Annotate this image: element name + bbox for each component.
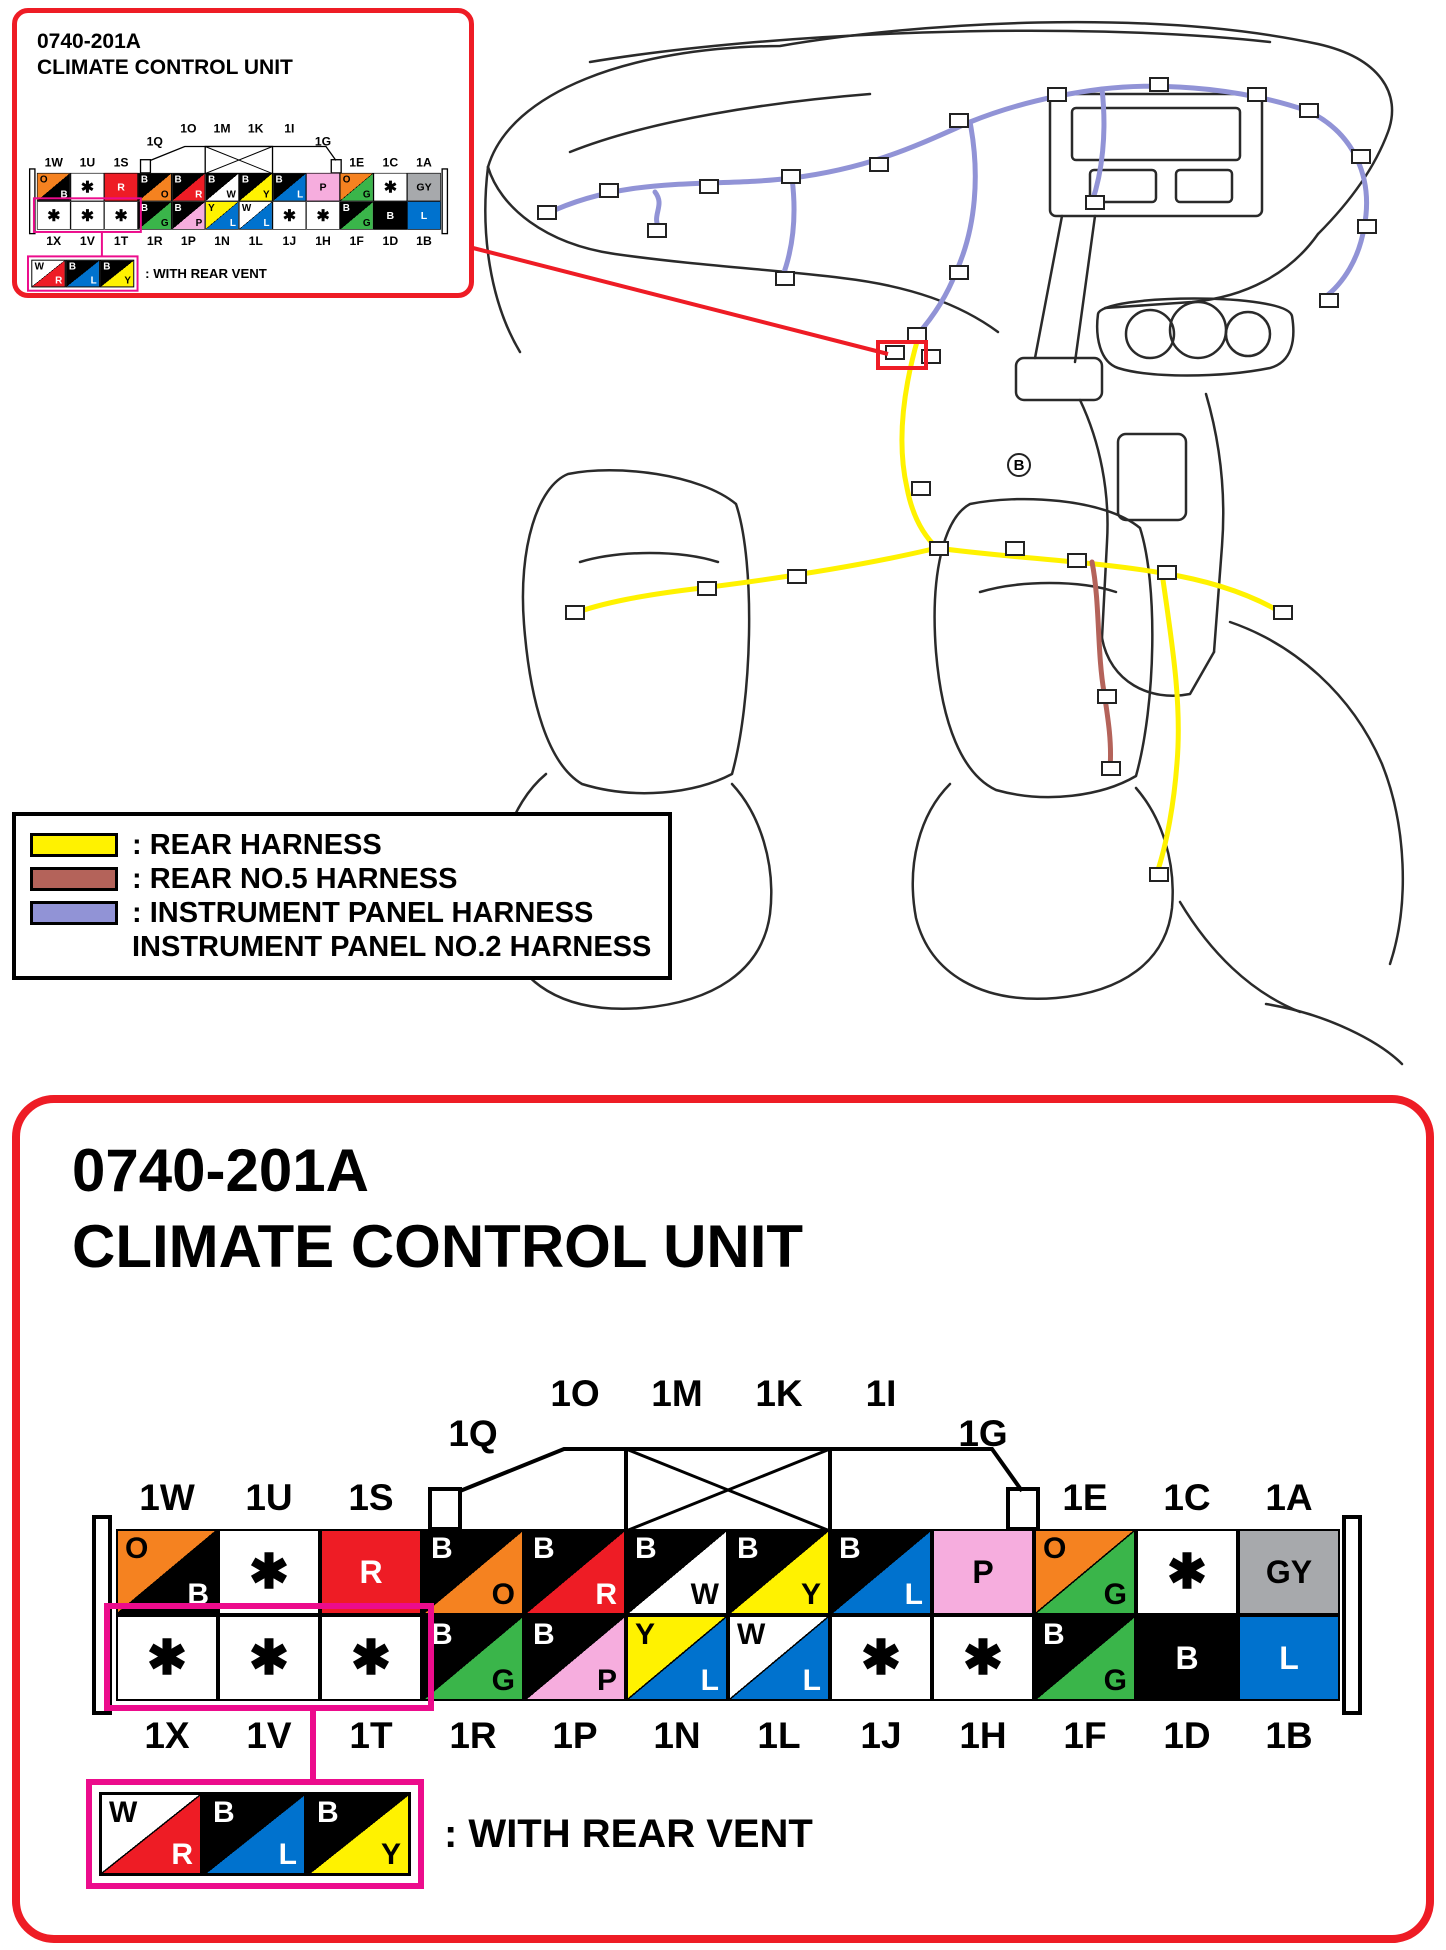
wire-code: W <box>34 261 44 272</box>
dashboard-outline <box>488 22 1392 234</box>
pin-label-1D: 1D <box>1163 1715 1211 1756</box>
wire-code: ✱ <box>860 1632 902 1685</box>
pin-cell-1L <box>728 1615 830 1701</box>
wire-code: P <box>596 1664 617 1697</box>
pin-label-1I: 1I <box>284 121 295 135</box>
pin-label-1I: 1I <box>865 1373 897 1414</box>
pin-cell-RV3 <box>100 260 134 288</box>
wire-code: B <box>1175 1639 1199 1676</box>
pin-cell-1O <box>172 173 206 201</box>
pin-cell-1L <box>239 201 273 229</box>
pin-cell-1W <box>37 173 71 201</box>
wire-code: B <box>839 1532 861 1565</box>
pin-label-1T: 1T <box>349 1715 393 1756</box>
pin-label-1G: 1G <box>958 1413 1008 1454</box>
wire-code: B <box>213 1796 235 1829</box>
pin-cell-1P <box>172 201 206 229</box>
pin-cell-1S <box>104 173 138 201</box>
legend-swatch-instrument-panel-harness <box>30 901 118 925</box>
pin-cell-1M <box>626 1529 728 1615</box>
wire-code: W <box>241 202 252 214</box>
wire-code: L <box>278 1838 297 1871</box>
pin-cell-1O <box>524 1529 626 1615</box>
pin-label-1V: 1V <box>246 1715 292 1756</box>
wire-code: B <box>431 1618 453 1651</box>
pin-label-1W: 1W <box>139 1477 195 1518</box>
connector-diagram <box>86 1299 1386 1899</box>
wire-code: ✱ <box>248 1546 290 1599</box>
pin-label-1L: 1L <box>248 234 263 248</box>
pin-cell-1D <box>374 201 408 229</box>
pin-cell-1J <box>830 1615 932 1701</box>
pin-cell-1E <box>340 173 374 201</box>
rear-vent-cells-box <box>86 1779 424 1889</box>
legend-label-instrument-panel-harness: : INSTRUMENT PANEL HARNESS <box>132 896 594 929</box>
connector-end-right <box>441 168 448 234</box>
wire-code: B <box>533 1532 555 1565</box>
wire-code: G <box>491 1664 515 1697</box>
inset-overview-box <box>12 8 474 298</box>
pin-label-1M: 1M <box>213 121 231 135</box>
rear-vent-label: : WITH REAR VENT <box>444 1811 813 1856</box>
pin-cell-1R <box>422 1615 524 1701</box>
wire-code: ✱ <box>282 206 296 225</box>
pin-label-1H: 1H <box>959 1715 1007 1756</box>
pin-cell-1J <box>273 201 307 229</box>
wire-code: B <box>208 173 216 185</box>
wire-code: L <box>700 1664 719 1697</box>
pin-cell-1B <box>1238 1615 1340 1701</box>
inset-title-name: CLIMATE CONTROL UNIT <box>37 56 293 79</box>
pin-label-1U: 1U <box>79 155 96 170</box>
pin-cell-1X <box>37 201 71 229</box>
wire-code: B <box>68 261 77 272</box>
pin-cell-1R <box>138 201 172 229</box>
pin-cell-RV1 <box>99 1792 203 1876</box>
wire-code: B <box>737 1532 759 1565</box>
harness-connectors <box>538 78 1376 881</box>
rear-vent-cells <box>99 1792 411 1876</box>
pin-label-1A: 1A <box>416 155 432 170</box>
connector-end-left <box>29 168 36 234</box>
wire-code: Y <box>124 274 131 286</box>
pin-label-1B: 1B <box>416 234 432 248</box>
wire-code: P <box>972 1553 994 1590</box>
pin-cell-1U <box>71 173 105 201</box>
connector-diagram-mini <box>27 97 456 295</box>
legend-swatch-rear-no5-harness <box>30 867 118 891</box>
top-pin-labels-right <box>340 156 441 170</box>
wire-code: ✱ <box>146 1632 188 1685</box>
pin-label-1O: 1O <box>550 1373 600 1414</box>
pin-label-1K: 1K <box>247 121 264 135</box>
rear-no5-harness <box>1092 562 1111 768</box>
inset-title <box>37 29 293 81</box>
pin-label-1D: 1D <box>382 234 399 248</box>
wire-code: R <box>195 189 203 200</box>
wire-code: Y <box>380 1838 401 1871</box>
wire-code: O <box>39 173 48 185</box>
wire-code: Y <box>635 1618 656 1651</box>
pin-label-1M: 1M <box>651 1373 703 1414</box>
connector-diagram <box>27 97 456 295</box>
left-seat <box>523 470 749 793</box>
pin-label-1E: 1E <box>1062 1477 1108 1518</box>
wire-code: B <box>140 173 149 185</box>
pin-label-1Q: 1Q <box>146 134 163 149</box>
pin-cell-RV2 <box>203 1792 307 1876</box>
wire-code: G <box>160 217 169 229</box>
top-pin-labels-left <box>116 1477 422 1519</box>
pin-label-1E: 1E <box>349 155 365 170</box>
pin-label-1Q: 1Q <box>448 1413 498 1454</box>
wire-code: B <box>174 202 182 214</box>
wire-code: R <box>117 180 125 193</box>
wire-code: GY <box>416 180 432 193</box>
detail-title <box>72 1133 803 1285</box>
pin-label-1C: 1C <box>382 155 399 170</box>
pin-cell-1K <box>239 173 273 201</box>
pin-label-1P: 1P <box>552 1715 598 1756</box>
wire-code: O <box>160 189 169 200</box>
wire-code: G <box>362 189 371 200</box>
wire-code: ✱ <box>114 206 128 225</box>
pin-cell-1C <box>1136 1529 1238 1615</box>
wire-code: W <box>737 1618 766 1651</box>
legend-row-rear-harness <box>30 828 654 862</box>
pin-cell-1W <box>116 1529 218 1615</box>
pin-cell-1X <box>116 1615 218 1701</box>
wire-code: ✱ <box>383 178 397 196</box>
pin-cell-1A <box>1238 1529 1340 1615</box>
wire-code: GY <box>1265 1553 1313 1590</box>
pin-cell-1Q <box>138 173 172 201</box>
pin-cell-RV3 <box>307 1792 411 1876</box>
pin-label-1B: 1B <box>1265 1715 1313 1756</box>
pin-cell-1P <box>524 1615 626 1701</box>
wire-code: B <box>342 202 350 214</box>
wire-code: B <box>431 1532 453 1565</box>
wire-code: ✱ <box>80 206 95 225</box>
pin-cell-1E <box>1034 1529 1136 1615</box>
legend-row-rear-no5-harness <box>30 862 654 896</box>
legend-label-rear-harness: : REAR HARNESS <box>132 828 382 861</box>
wire-code: W <box>690 1578 719 1611</box>
wire-code: ✱ <box>248 1632 290 1685</box>
wire-code: P <box>195 217 203 229</box>
wire-code: ✱ <box>350 1632 392 1685</box>
pin-cell-1H <box>932 1615 1034 1701</box>
pin-label-1A: 1A <box>1265 1477 1313 1518</box>
rear-vent-group <box>27 255 267 291</box>
harness-legend <box>12 812 672 980</box>
bottom-pin-labels <box>37 234 441 248</box>
pin-row-bottom <box>116 1615 1340 1701</box>
pin-cell-1V <box>71 201 105 229</box>
wire-code: O <box>1043 1532 1067 1565</box>
pin-label-1N: 1N <box>214 234 230 248</box>
wire-code: R <box>595 1578 617 1611</box>
pin-cell-1F <box>340 201 374 229</box>
inset-title-code: 0740-201A <box>37 30 141 53</box>
pin-label-1X: 1X <box>144 1715 190 1756</box>
pin-cell-1G <box>932 1529 1034 1615</box>
rear-vent-group <box>86 1779 813 1889</box>
pin-cell-RV1 <box>31 260 65 288</box>
pin-label-1R: 1R <box>449 1715 497 1756</box>
wire-code: L <box>904 1578 923 1611</box>
wire-code: B <box>1043 1618 1065 1651</box>
pin-label-1X: 1X <box>46 234 62 248</box>
legend-label-instrument-panel-no2-harness: INSTRUMENT PANEL NO.2 HARNESS <box>132 930 652 963</box>
pin-label-1W: 1W <box>44 155 63 170</box>
wire-code: B <box>103 261 111 272</box>
pin-cell-1K <box>728 1529 830 1615</box>
right-seat <box>935 499 1153 797</box>
wire-code: ✱ <box>1166 1546 1208 1599</box>
pin-cell-1F <box>1034 1615 1136 1701</box>
connector-end-left <box>92 1515 112 1715</box>
pin-cell-1I <box>273 173 307 201</box>
pin-label-1U: 1U <box>245 1477 293 1518</box>
harness-callout-b: B <box>1007 453 1031 477</box>
wire-code: R <box>359 1553 383 1590</box>
pin-row-top <box>37 173 441 201</box>
connector-end-right <box>1342 1515 1362 1715</box>
pin-label-1K: 1K <box>755 1373 803 1414</box>
pin-cell-1S <box>320 1529 422 1615</box>
rear-vent-cells-box <box>27 255 139 291</box>
pin-label-1F: 1F <box>1063 1715 1107 1756</box>
top-pin-labels-right <box>1034 1477 1340 1519</box>
pin-label-1P: 1P <box>180 234 196 248</box>
pin-cell-1Q <box>422 1529 524 1615</box>
pin-label-1O: 1O <box>180 121 197 135</box>
wire-code: ✱ <box>47 206 61 225</box>
pin-cell-1U <box>218 1529 320 1615</box>
wire-code: L <box>297 189 304 200</box>
wire-code: W <box>109 1796 138 1829</box>
wire-code: ✱ <box>316 206 330 225</box>
wire-code: B <box>174 173 182 185</box>
pin-row-top <box>116 1529 1340 1615</box>
wire-code: B <box>140 202 149 214</box>
wire-code: B <box>241 173 249 185</box>
pin-label-1J: 1J <box>282 234 297 248</box>
pin-cell-1V <box>218 1615 320 1701</box>
pin-label-1F: 1F <box>349 234 364 248</box>
pin-cell-1B <box>407 201 441 229</box>
pin-label-1S: 1S <box>348 1477 394 1518</box>
legend-swatch-rear-harness <box>30 833 118 857</box>
pin-cell-1C <box>374 173 408 201</box>
rear-harness <box>572 338 1282 873</box>
wire-code: O <box>342 173 351 185</box>
wire-code: B <box>635 1532 657 1565</box>
pin-cell-1N <box>205 201 239 229</box>
pin-cell-1N <box>626 1615 728 1701</box>
pin-cell-1H <box>306 201 340 229</box>
wire-code: B <box>275 173 283 185</box>
wire-code: B <box>533 1618 555 1651</box>
center-console <box>1080 400 1108 638</box>
wire-code: L <box>263 217 270 229</box>
rear-vent-label: : WITH REAR VENT <box>145 266 267 281</box>
pin-label-1L: 1L <box>757 1715 801 1756</box>
raised-pin-labels <box>172 121 307 135</box>
pin-cell-1I <box>830 1529 932 1615</box>
pin-cell-1T <box>320 1615 422 1701</box>
wire-code: W <box>226 189 236 200</box>
wire-code: B <box>187 1578 209 1611</box>
pin-cell-1M <box>205 173 239 201</box>
wire-code: B <box>317 1796 339 1829</box>
wire-code: O <box>491 1578 515 1611</box>
wire-code: Y <box>800 1578 821 1611</box>
wire-code: L <box>229 217 236 229</box>
wire-code: B <box>60 189 68 200</box>
pin-cell-1D <box>1136 1615 1238 1701</box>
connector-detail-box <box>12 1095 1434 1943</box>
pin-label-1N: 1N <box>653 1715 701 1756</box>
detail-title-name: CLIMATE CONTROL UNIT <box>72 1213 804 1280</box>
wire-code: L <box>90 274 97 286</box>
pin-row-bottom <box>37 201 441 229</box>
legend-label-rear-no5-harness: : REAR NO.5 HARNESS <box>132 862 458 895</box>
rear-vent-connector-line <box>101 232 103 256</box>
wire-code: G <box>1103 1578 1127 1611</box>
wire-code: B <box>386 209 395 222</box>
pin-label-1S: 1S <box>113 155 129 170</box>
pin-cell-1T <box>104 201 138 229</box>
pin-cell-1G <box>306 173 340 201</box>
pin-label-1C: 1C <box>1163 1477 1211 1518</box>
wire-code: L <box>1279 1639 1299 1676</box>
wire-code: L <box>420 209 428 222</box>
wire-code: R <box>55 274 63 286</box>
legend-row-instrument-panel-harness <box>30 896 654 930</box>
rear-vent-connector-line <box>310 1709 316 1781</box>
wire-code: O <box>125 1532 149 1565</box>
wire-code: P <box>319 180 327 193</box>
detail-title-code: 0740-201A <box>72 1137 369 1204</box>
wire-code: G <box>1103 1664 1127 1697</box>
pin-cell-RV2 <box>66 260 100 288</box>
wire-code: R <box>171 1838 193 1871</box>
pin-label-1H: 1H <box>315 234 331 248</box>
pin-label-1G: 1G <box>314 134 332 149</box>
legend-row-instrument-panel-no2-harness <box>30 930 654 964</box>
pin-label-1T: 1T <box>113 234 129 248</box>
bottom-pin-labels <box>116 1715 1340 1757</box>
pin-cell-1A <box>407 173 441 201</box>
wire-code: ✱ <box>80 178 95 196</box>
wire-code: Y <box>208 202 215 214</box>
raised-pin-labels <box>524 1373 932 1415</box>
wire-code: Y <box>262 189 270 200</box>
wire-code: G <box>362 217 371 229</box>
pin-label-1J: 1J <box>860 1715 902 1756</box>
wire-code: L <box>802 1664 821 1697</box>
wire-code: ✱ <box>962 1632 1004 1685</box>
top-pin-labels-left <box>37 156 138 170</box>
rear-vent-cells <box>31 260 134 288</box>
pin-label-1R: 1R <box>146 234 163 248</box>
pin-label-1V: 1V <box>79 234 95 248</box>
